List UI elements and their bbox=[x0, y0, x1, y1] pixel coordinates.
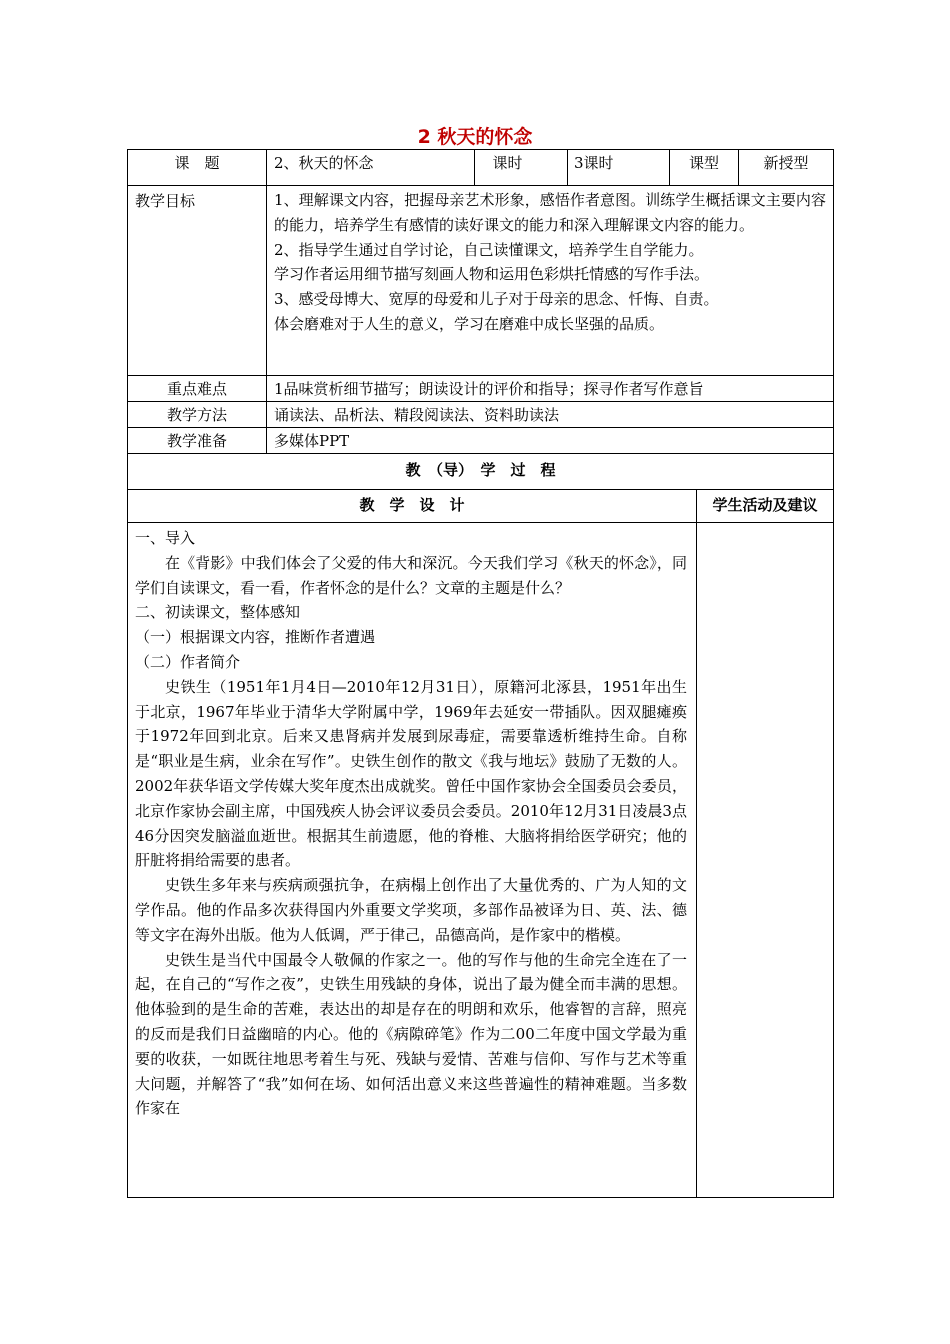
objectives-text bbox=[274, 188, 826, 337]
activity-header: 学生活动及建议 bbox=[712, 496, 818, 514]
objective-line: 2、指导学生通过自学讨论，自己读懂课文，培养学生自学能力。 bbox=[274, 240, 704, 259]
page-title: 2 秋天的怀念 bbox=[417, 126, 533, 148]
table-border-top bbox=[127, 149, 834, 150]
section-heading: 二、初读课文，整体感知 bbox=[135, 603, 301, 622]
hours-value: 3课时 bbox=[574, 154, 614, 172]
preparation-value: 多媒体PPT bbox=[274, 432, 350, 450]
preparation-label: 教学准备 bbox=[166, 432, 227, 450]
row-divider bbox=[127, 453, 834, 454]
row-divider bbox=[127, 401, 834, 402]
bio-paragraph: 史铁生（1951年1月4日—2010年12月31日），原籍河北涿县，1951年出生于北京，1967年毕业于清华大学附属中学，1969年去延安一带插队。因双腿瘫痪于1972年回到北京。后来又患肾病并发展到尿毒症，需要靠透析维持生命。自称是“职业是生病，业余在写作”。史铁生创作的散文《我与地坛》鼓励了无数的人。2002年获华语文学传媒大奖年度杰出成就奖。曾任中国作家协会全国委员会委员，北京作家协会副主席，中国残疾人协会评议委员会委员。2010年12月31日凌晨3点46分因突发脑溢血逝世。根据其生前遗愿，他的脊椎、大脑将捐给医学研究；他的肝脏将捐给需要的患者。 bbox=[135, 677, 687, 870]
course-value: 2、秋天的怀念 bbox=[274, 154, 374, 172]
col-divider bbox=[567, 149, 568, 186]
type-value: 新授型 bbox=[763, 154, 809, 172]
lesson-design-content bbox=[135, 526, 687, 1121]
row-divider bbox=[127, 375, 834, 376]
methods-label: 教学方法 bbox=[166, 406, 227, 424]
row-divider bbox=[127, 522, 834, 523]
methods-value: 诵读法、品析法、精段阅读法、资料助读法 bbox=[274, 406, 560, 424]
objectives-label: 教学目标 bbox=[135, 192, 196, 210]
table-border-right bbox=[833, 149, 834, 1198]
key-points-value: 1品味赏析细节描写；朗读设计的评价和指导；探寻作者写作意旨 bbox=[274, 380, 704, 398]
col-divider bbox=[696, 489, 697, 1198]
bio-paragraph: 史铁生是当代中国最令人敬佩的作家之一。他的写作与他的生命完全连在了一起，在自己的“写作之夜”，史铁生用残缺的身体，说出了最为健全而丰满的思想。他体验到的是生命的苦难，表达出的却是存在的明朗和欢乐，他睿智的言辞，照亮的反而是我们日益幽暗的内心。他的《病隙碎笔》作为二00二年度中国文学最为重要的收获，一如既往地思考着生与死、残缺与爱情、苦难与信仰、写作与艺术等重大问题，并解答了“我”如何在场、如何活出意义来这些普遍性的精神难题。当多数作家在 bbox=[135, 950, 687, 1118]
col-divider bbox=[266, 149, 267, 454]
subsection-heading: （二）作者简介 bbox=[135, 652, 241, 671]
table-border-left bbox=[127, 149, 128, 1198]
course-label: 课 题 bbox=[174, 154, 220, 172]
key-points-label: 重点难点 bbox=[166, 380, 227, 398]
intro-paragraph: 在《背影》中我们体会了父爱的伟大和深沉。今天我们学习《秋天的怀念》，同学们自读课文，看一看，作者怀念的是什么？文章的主题是什么？ bbox=[135, 553, 687, 597]
bio-paragraph: 史铁生多年来与疾病顽强抗争，在病榻上创作出了大量优秀的、广为人知的文学作品。他的作品多次获得国内外重要文学奖项，多部作品被译为日、英、法、德等文字在海外出版。他为人低调，严于律己，品德高尚，是作家中的楷模。 bbox=[135, 876, 687, 944]
row-divider bbox=[127, 427, 834, 428]
section-heading: 一、导入 bbox=[135, 529, 196, 547]
objective-line: 体会磨难对于人生的意义，学习在磨难中成长坚强的品质。 bbox=[274, 314, 665, 333]
row-divider bbox=[127, 185, 834, 186]
objective-line: 学习作者运用细节描写刻画人物和运用色彩烘托情感的写作手法。 bbox=[274, 265, 710, 284]
design-header: 教 学 设 计 bbox=[359, 496, 465, 514]
objective-line: 1、理解课文内容，把握母亲艺术形象，感悟作者意图。训练学生概括课文主要内容的能力，培养学生有感情的读好课文的能力和深入理解课文内容的能力。 bbox=[274, 191, 826, 234]
type-label: 课型 bbox=[688, 154, 719, 172]
process-header: 教 （导） 学 过 程 bbox=[405, 461, 556, 479]
table-border-bottom bbox=[127, 1197, 834, 1198]
row-divider bbox=[127, 489, 834, 490]
hours-label: 课时 bbox=[492, 154, 523, 172]
objective-line: 3、感受母博大、宽厚的母爱和儿子对于母亲的思念、忏悔、自责。 bbox=[274, 290, 719, 309]
subsection-heading: （一）根据课文内容，推断作者遭遇 bbox=[135, 628, 376, 647]
